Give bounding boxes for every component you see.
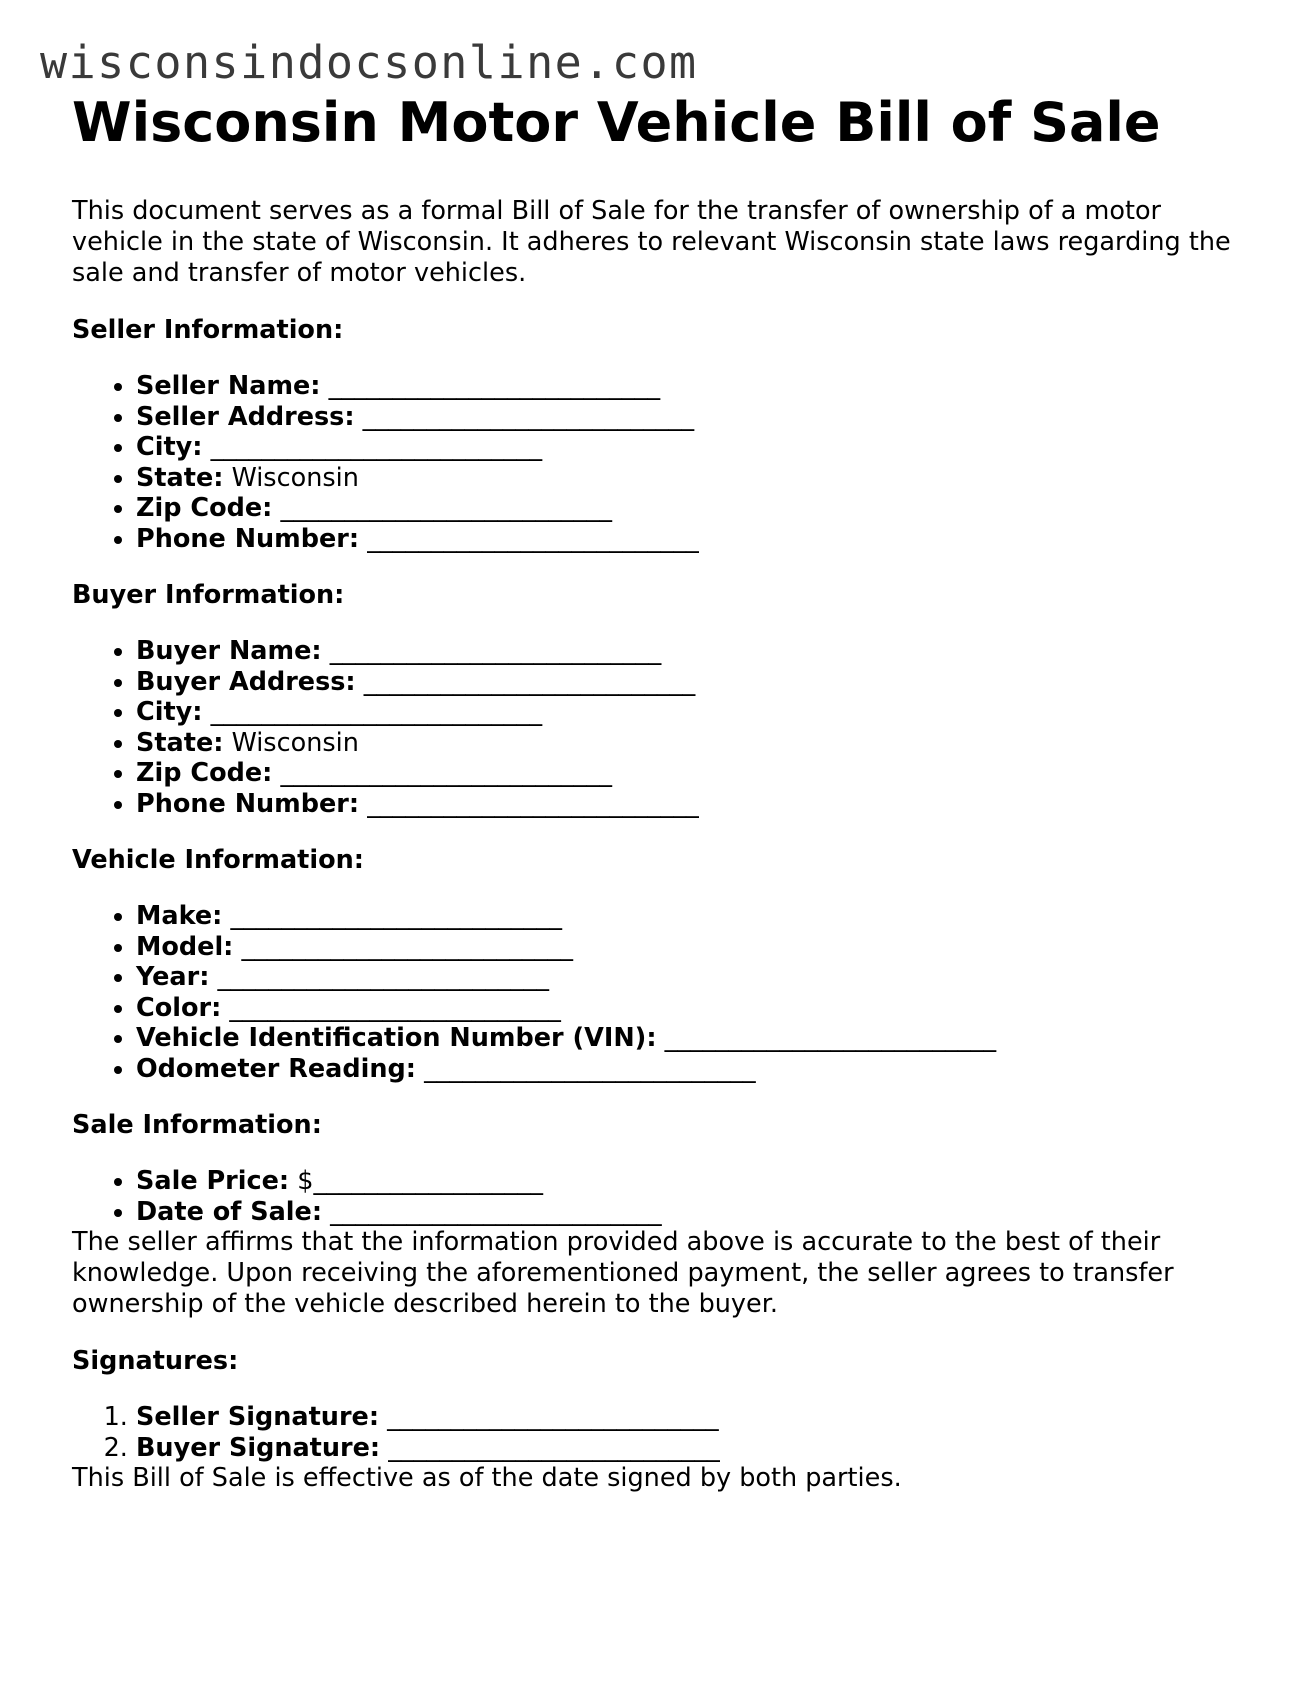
vehicle-model-field[interactable]: __________________________ — [241, 931, 573, 962]
buyer-state-value: Wisconsin — [231, 727, 359, 758]
field-label: State: — [136, 727, 224, 758]
intro-paragraph: This document serves as a formal Bill of Sale for the transfer of ownership of a motor vehicle in the state of Wisconsin. It adheres to relevant Wisconsin state laws regarding the sale and transfer of motor vehicles. — [72, 196, 1231, 289]
field-label: Phone Number: — [136, 523, 360, 554]
seller-signature-field[interactable]: __________________________ — [387, 1402, 719, 1433]
field-label: Sale Price: — [136, 1166, 290, 1197]
sale-price-item — [136, 1166, 1252, 1197]
buyer-address-item — [136, 667, 1252, 698]
field-label: Vehicle Identification Number (VIN): — [136, 1023, 657, 1054]
buyer-zip-field[interactable]: __________________________ — [280, 758, 612, 789]
sale-price-field[interactable]: $__________________ — [297, 1166, 543, 1197]
field-label: Seller Name: — [136, 371, 321, 402]
sale-date-item — [136, 1197, 1252, 1228]
vehicle-year-item — [136, 962, 1252, 993]
field-label: State: — [136, 462, 224, 493]
field-label: Make: — [136, 901, 223, 932]
buyer-phone-field[interactable]: __________________________ — [367, 788, 699, 819]
signatures-heading: Signatures: — [72, 1346, 239, 1377]
sale-field-list — [72, 1166, 1252, 1227]
vehicle-color-item — [136, 993, 1252, 1024]
buyer-signature-field[interactable]: __________________________ — [388, 1432, 720, 1463]
buyer-zip-item — [136, 758, 1252, 789]
field-label: Buyer Signature: — [136, 1432, 381, 1463]
affirmation-paragraph: The seller affirms that the information provided above is accurate to the best of their knowledge. Upon receiving the aforementioned payment, the seller agrees to transfer ownership of the vehicle described herein to the buyer. — [72, 1227, 1174, 1320]
seller-phone-field[interactable]: __________________________ — [367, 523, 699, 554]
field-label: Year: — [136, 962, 210, 993]
vehicle-odometer-field[interactable]: __________________________ — [424, 1053, 756, 1084]
buyer-address-field[interactable]: __________________________ — [363, 666, 696, 697]
seller-address-item — [136, 402, 1252, 433]
buyer-city-item — [136, 697, 1252, 728]
field-label: Buyer Address: — [136, 666, 356, 697]
vehicle-make-item — [136, 901, 1252, 932]
vehicle-vin-item — [136, 1023, 1252, 1054]
seller-field-list — [72, 371, 1252, 554]
vehicle-heading: Vehicle Information: — [72, 845, 364, 876]
vehicle-year-field[interactable]: __________________________ — [217, 962, 550, 993]
buyer-field-list — [72, 636, 1252, 819]
field-label: Buyer Name: — [136, 636, 322, 667]
seller-heading: Seller Information: — [72, 315, 344, 346]
field-label: Color: — [136, 992, 222, 1023]
field-label: Seller Signature: — [136, 1402, 380, 1433]
sale-date-field[interactable]: __________________________ — [330, 1196, 662, 1227]
field-label: Model: — [136, 931, 234, 962]
seller-name-field[interactable]: __________________________ — [328, 371, 661, 402]
seller-zip-item — [136, 493, 1252, 524]
signature-list — [72, 1402, 1252, 1463]
seller-phone-item — [136, 524, 1252, 555]
vehicle-color-field[interactable]: __________________________ — [229, 992, 561, 1023]
field-label: Zip Code: — [136, 493, 273, 524]
vehicle-odometer-item — [136, 1054, 1252, 1085]
buyer-heading: Buyer Information: — [72, 580, 345, 611]
vehicle-vin-field[interactable]: __________________________ — [664, 1023, 997, 1054]
document-title: Wisconsin Motor Vehicle Bill of Sale — [72, 91, 1161, 154]
field-label: Zip Code: — [136, 758, 273, 789]
seller-city-item — [136, 432, 1252, 463]
field-label: City: — [136, 697, 203, 728]
closing-paragraph: This Bill of Sale is effective as of the date signed by both parties. — [72, 1463, 902, 1494]
vehicle-model-item — [136, 932, 1252, 963]
document-page — [72, 92, 1252, 1494]
field-label: Date of Sale: — [136, 1196, 323, 1227]
field-label: Phone Number: — [136, 788, 360, 819]
vehicle-field-list — [72, 901, 1252, 1084]
buyer-phone-item — [136, 789, 1252, 820]
seller-signature-item — [136, 1402, 1252, 1433]
seller-state-value: Wisconsin — [231, 462, 359, 493]
seller-city-field[interactable]: __________________________ — [210, 432, 543, 463]
seller-zip-field[interactable]: __________________________ — [280, 493, 612, 524]
buyer-name-item — [136, 636, 1252, 667]
field-label: Odometer Reading: — [136, 1053, 416, 1084]
seller-name-item — [136, 371, 1252, 402]
field-label: City: — [136, 432, 203, 463]
buyer-signature-item — [136, 1433, 1252, 1464]
field-label: Seller Address: — [136, 401, 355, 432]
seller-address-field[interactable]: __________________________ — [362, 401, 695, 432]
seller-state-item — [136, 463, 1252, 494]
sale-heading: Sale Information: — [72, 1110, 322, 1141]
buyer-city-field[interactable]: __________________________ — [210, 697, 543, 728]
vehicle-make-field[interactable]: __________________________ — [230, 901, 562, 932]
buyer-state-item — [136, 728, 1252, 759]
buyer-name-field[interactable]: __________________________ — [329, 636, 662, 667]
site-watermark: wisconsindocsonline.com — [40, 36, 698, 89]
